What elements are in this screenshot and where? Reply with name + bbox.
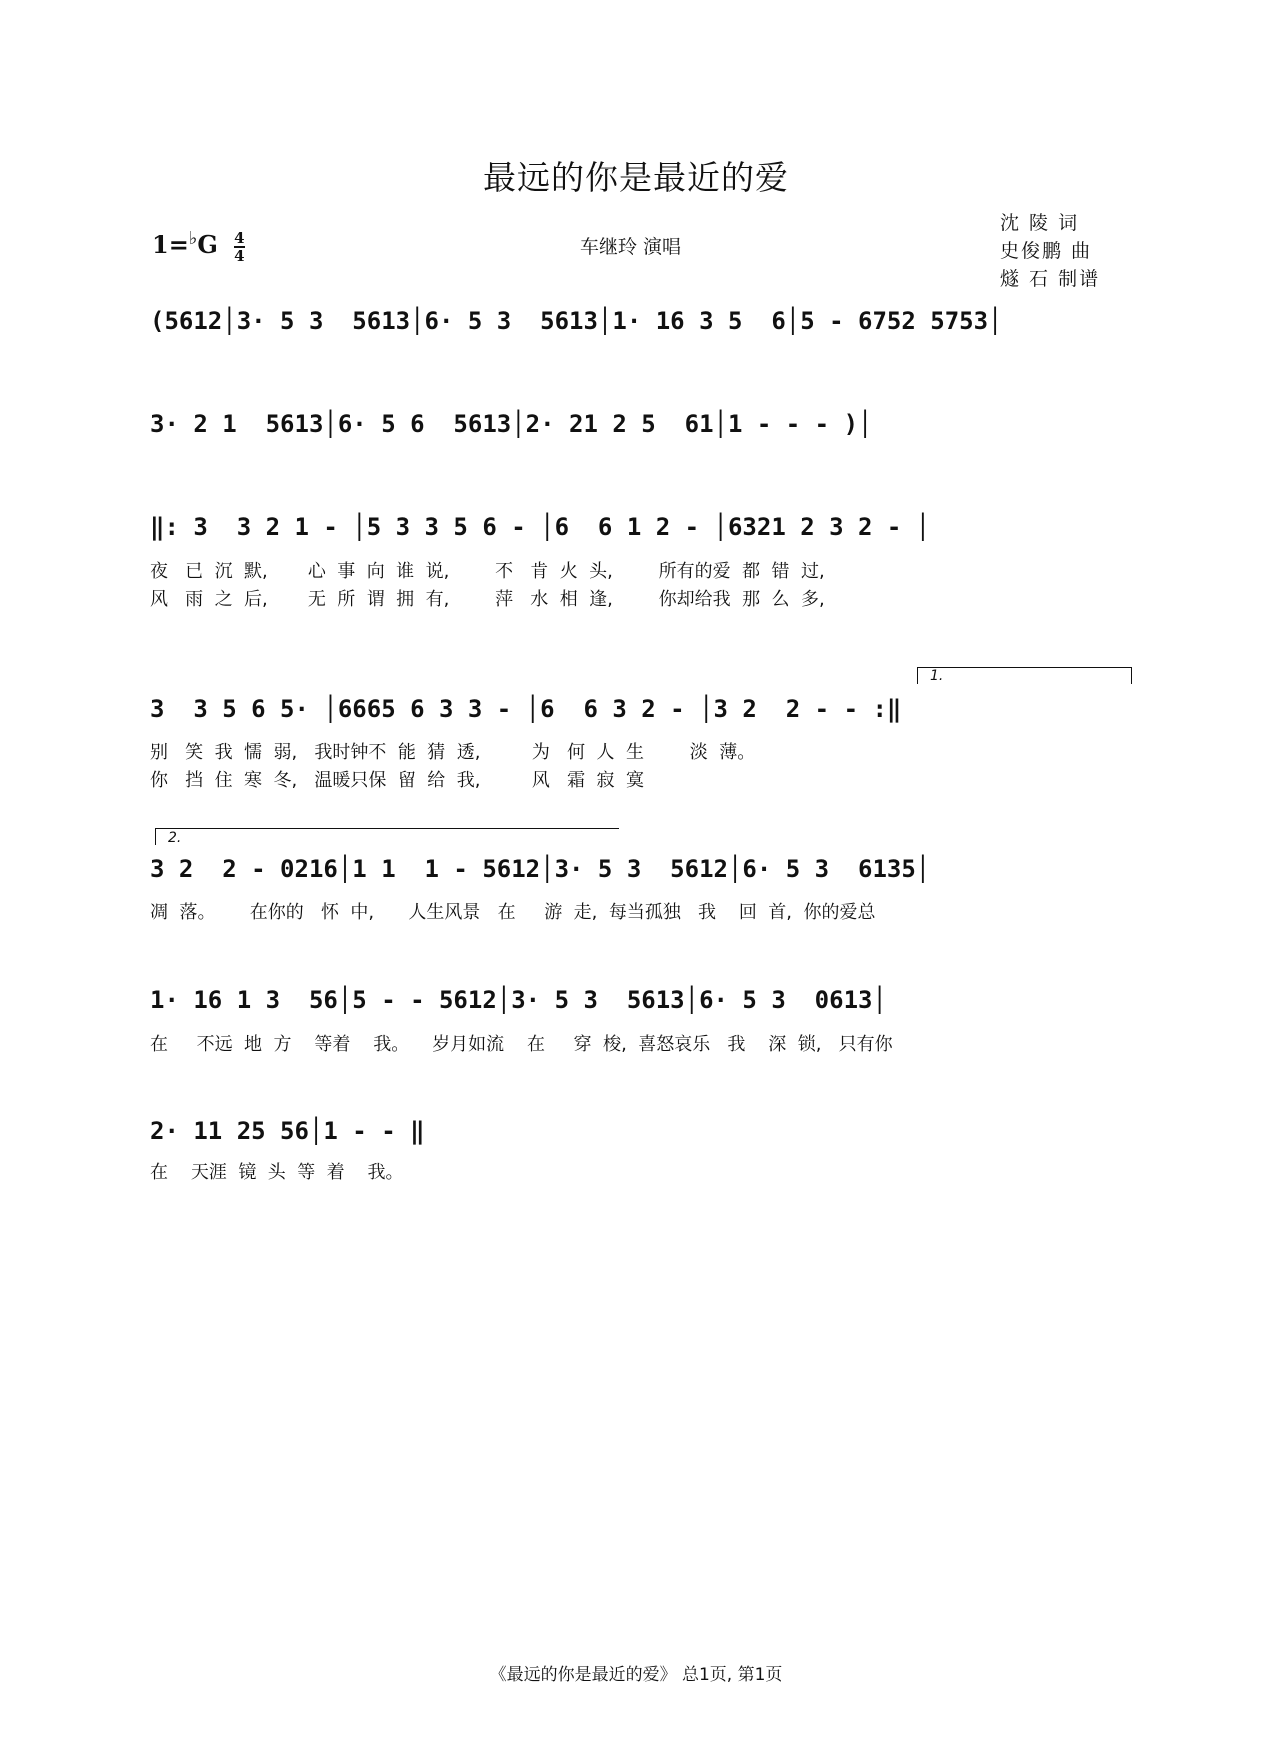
volta-1-label: 1. [930, 668, 944, 684]
notation-text: 2· 11 25 56│1 - - ‖ [150, 1117, 425, 1145]
lyric-line-7: 在 天涯 镜 头 等 着 我。 [150, 1162, 404, 1183]
notation-text: 3· 2 1 5613│6· 5 6 5613│2· 21 2 5 61│1 - - - )│ [150, 410, 873, 438]
lyricist-credit: 沈 陵 词 [1000, 212, 1080, 234]
lyric-line-5: 凋 落。 在你的 怀 中, 人生风景 在 游 走, 每当孤独 我 回 首, 你的爱总 [150, 902, 876, 923]
key-note: G [197, 230, 218, 259]
volta-1-bracket [917, 667, 1132, 684]
lyric-line-3: 别 笑 我 懦 弱, 我时钟不 能 猜 透, 为 何 人 生 淡 薄。 [150, 742, 756, 763]
flat-icon: ♭ [188, 228, 198, 249]
lyric-line-4: 你 挡 住 寒 冬, 温暖只保 留 给 我, 风 霜 寂 寞 [150, 770, 644, 791]
key-prefix: 1= [152, 230, 189, 259]
composer-credit: 史俊鹏 曲 [1000, 240, 1093, 262]
time-bottom: 4 [234, 246, 245, 265]
page-footer: 《最远的你是最近的爱》 总1页, 第1页 [489, 1665, 783, 1685]
volta-2-bracket [155, 828, 619, 845]
volta-2-label: 2. [168, 830, 182, 846]
time-top: 4 [234, 228, 245, 247]
time-signature [234, 230, 244, 264]
lyric-line-1: 夜 已 沉 默, 心 事 向 谁 说, 不 肯 火 头, 所有的爱 都 错 过, [150, 561, 825, 582]
notation-text: 3 2 2 - 0216│1 1 1 - 5612│3· 5 3 5612│6· 5 3 6135│ [150, 855, 931, 883]
key-signature [152, 228, 245, 264]
notation-text: 3 3 5 6 5· │6665 6 3 3 - │6 6 3 2 - │3 2 2 - - :‖ [150, 695, 902, 723]
song-title: 最远的你是最近的爱 [483, 158, 789, 197]
singer-credit: 车继玲 演唱 [580, 236, 682, 258]
lyric-line-2: 风 雨 之 后, 无 所 谓 拥 有, 萍 水 相 逢, 你却给我 那 么 多, [150, 589, 825, 610]
notation-text: ‖: 3 3 2 1 - │5 3 3 5 6 - │6 6 1 2 - │6321 2 3 2 - │ [150, 513, 931, 541]
notation-text: 1· 16 1 3 56│5 - - 5612│3· 5 3 5613│6· 5 3 0613│ [150, 986, 887, 1014]
arranger-credit: 燧 石 制谱 [1000, 268, 1101, 290]
lyric-line-6: 在 不远 地 方 等着 我。 岁月如流 在 穿 梭, 喜怒哀乐 我 深 锁, 只有你 [150, 1034, 893, 1055]
notation-text: (5612│3· 5 3 5613│6· 5 3 5613│1· 16 3 5 6│5 - 6752 5753│ [150, 307, 1003, 335]
